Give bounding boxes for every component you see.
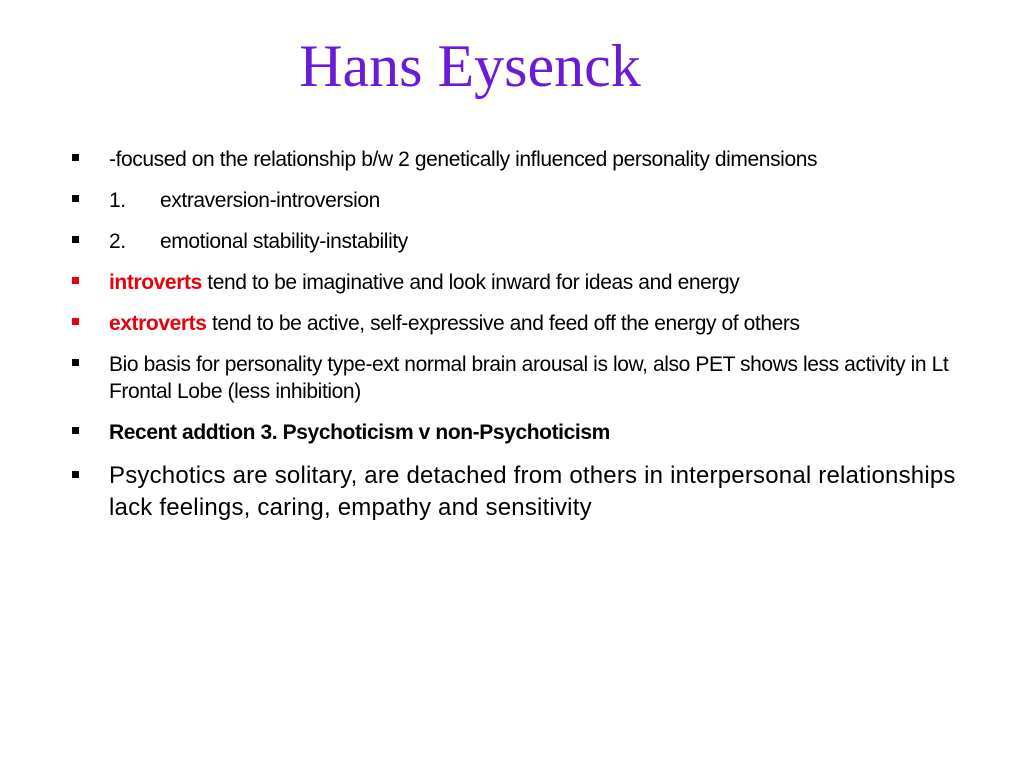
square-bullet-icon [72,154,79,161]
square-bullet-icon [72,427,79,434]
bullet-list [72,146,972,538]
bullet-item [72,187,972,214]
bullet-text: extraversion-introversion [160,189,380,212]
bullet-text: Bio basis for personality type-ext normal brain arousal is low, also PET shows less activity in Lt Frontal Lobe (less inhibition) [109,353,949,403]
square-bullet-icon [72,471,79,478]
bullet-text: Psychotics are solitary, are detached from others in interpersonal relationships lack feelings, caring, empathy and sensitivity [109,462,956,521]
bullet-text: tend to be active, self-expressive and feed off the energy of others [206,312,800,335]
bullet-item [72,460,972,524]
square-bullet-icon [72,195,79,202]
square-bullet-icon [72,277,79,284]
bullet-text: emotional stability-instability [160,230,408,253]
bullet-text: -focused on the relationship b/w 2 genetically influenced personality dimensions [109,148,818,171]
bullet-item [72,351,972,405]
bullet-item [72,269,972,296]
bullet-number: 1. [109,189,126,212]
bullet-keyword: extroverts [109,312,207,335]
bullet-item [72,419,972,446]
bullet-text: tend to be imaginative and look inward for ideas and energy [201,271,740,294]
square-bullet-icon [72,359,79,366]
bullet-number: 2. [109,230,126,253]
square-bullet-icon [72,236,79,243]
square-bullet-icon [72,318,79,325]
bullet-item [72,146,972,173]
bullet-item [72,310,972,337]
bullet-text: Recent addtion 3. Psychoticism v non-Psychoticism [109,421,610,444]
bullet-keyword: introverts [109,271,202,294]
slide-title: Hans Eysenck [299,33,641,99]
bullet-item [72,228,972,255]
